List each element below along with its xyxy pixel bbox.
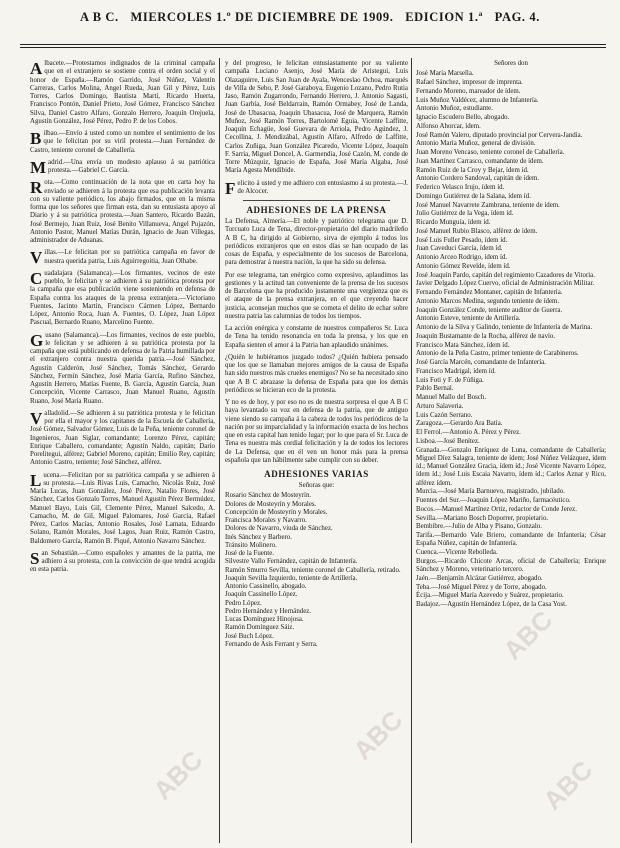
header-rule bbox=[20, 44, 606, 45]
list-item: Antonio Arceo Rodrigo, ídem íd. bbox=[416, 254, 508, 261]
list-item: Fernando de Asís Ferrant y Serra. bbox=[225, 640, 318, 648]
separator bbox=[243, 200, 389, 201]
watermark: ABC bbox=[497, 604, 559, 666]
press-paragraph: La Defensa, Almería.—El noble y patriótico telegrama que D. Torcuato Luca de Tena, director-propietario del diario madrileño A B C, ha dirigido al Gobierno, sirva de ejemplo á todos los periódicos extranjeros que en estos días se han ocupado de las cosas de España, y especialmente de los sucesos de Barcelona, para demostrar á nuestra nación, la que ha sido su defensa. bbox=[225, 218, 408, 267]
list-item: José Joaquín Pardo, capitán del regimiento Cazadores de Vitoria. bbox=[416, 271, 595, 279]
watermark: ABC bbox=[347, 704, 409, 766]
list-item: Javier Delgado López Cuervo, oficial de Administración Militar. bbox=[416, 280, 595, 288]
list-item: Rafael Sánchez, impresor de imprenta. bbox=[416, 79, 523, 86]
list-item: Antonio Marcos Medina, segundo teniente de ídem. bbox=[416, 297, 560, 305]
list-item: Manuel Mallo del Bosch. bbox=[416, 394, 487, 401]
list-item: José María Marsella. bbox=[416, 70, 474, 78]
list-item: José Manuel Navarrete Zambrana, teniente de ídem. bbox=[416, 201, 560, 209]
list-item: Inés Sánchez y Barbero. bbox=[225, 533, 292, 541]
list-item: Juan Moreno Vencaso, teniente coronel de Caballería. bbox=[416, 149, 565, 156]
list-item: José Ramón Valero, diputado provincial por Cervera-Jandía. bbox=[416, 131, 583, 139]
list-item: Joaquín González Conde, teniente auditor de Guerra. bbox=[416, 306, 563, 314]
list-item: El Ferrol.—Antonio A. Pérez y Pérez. bbox=[416, 429, 521, 436]
list-item: Ramón Smurro Sevilla, teniente coronel de Caballería, retirado. bbox=[225, 566, 401, 574]
list-item: Antonio Cassinello, abogado. bbox=[225, 583, 307, 590]
list-item: Pedro Hernández y Hernández. bbox=[225, 607, 312, 615]
list-item: Badajoz.—Agustín Hernández López, de la Casa Yost. bbox=[416, 601, 567, 608]
list-item: José García Marcén, comandante de Infantería. bbox=[416, 359, 546, 366]
list-item: Bembibre.—Julio de Alba y Pisano, Gonzalo. bbox=[416, 523, 542, 531]
drop-cap: V bbox=[30, 248, 43, 268]
section-prensa bbox=[225, 218, 408, 465]
section-title-varias: ADHESIONES VARIAS bbox=[264, 469, 369, 479]
list-item: Dolores de Navarro, viuda de Sánchez. bbox=[225, 525, 333, 533]
list-item: Juan Caveduci García, ídem íd. bbox=[416, 245, 503, 253]
list-item: Burgos.—Ricardo Chicote Arcas, oficial de Caballería; Enrique Sánchez y Moreno, veterinario tercero. bbox=[416, 557, 606, 573]
list-item: Zaragoza.—Gerardo Ara Batía. bbox=[416, 420, 503, 428]
dispatch-paragraph: Cuadalajara (Salamanca).—Los firmantes, vecinos de este pueblo, le felicitan y se adhieren á su patriótica protesta por la campaña que esa publicación viene sosteniendo en defensa de España contra los ataques de la prensa extranjera.—Victoriano Fuentes, Jacinto Martín, Francisco Cármen López, Bernardo López, Antonio Roca, Juan A. Fuentes, O. López, Juan López Pascual, Bernardo Ruano, Marcelino Fuente. bbox=[30, 268, 215, 327]
list-item: Cuenca.—Vicente Rebolleda. bbox=[416, 549, 498, 556]
dispatch-paragraph: Rota.—Como continuación de la nota que en carta hoy ha enviado se adhieren á la protesta que esa publicación levanta con su valiente periódico, los abajo firmados, que en la misma forma que los señores que firman esta, dan su entusiasta apoyo al Diario y á su patriótica protesta.—Juan Santero, Ricardo Bazán, José Bermejo, Juan Ruiz, José Benito Villanueva, Angel Pujazón, Antonio Pastor, Manuel Matías Durán, Ignacio de Juan Villegas, administrador de Aduanas. bbox=[30, 178, 215, 244]
list-item: Domingo Gutiérrez de la Salana, ídem íd. bbox=[416, 192, 531, 200]
drop-cap: R bbox=[30, 178, 43, 198]
list-item: Francisca Morales y Navarro. bbox=[225, 517, 307, 524]
dispatch-paragraph: Bilbao.—Envío á usted como un nombre el sentimiento de los que le felicitan por su viril protesta.—Juan Fernández de Castro, teniente coronel de Caballería. bbox=[30, 129, 215, 154]
list-item: Francisco Madrigal, ídem íd. bbox=[416, 367, 496, 375]
list-item: Antonio de la Peña Castro, primer teniente de Carabineros. bbox=[416, 350, 579, 358]
list-item: Antonio de la Silva y Galindo, teniente de Infantería de Marina. bbox=[416, 324, 593, 331]
list-item: Joaquín Cassinello López. bbox=[225, 591, 298, 599]
list-item: Teba.—José Miguel Pérez y de Torre, abogado. bbox=[416, 583, 547, 591]
list-item: Fernando Fernández Montaner, capitán de Infantería. bbox=[416, 289, 563, 296]
column-3 bbox=[416, 60, 606, 842]
dispatch-paragraph: Villas.—Le felicitan por su patriótica campaña en favor de nuestra querida patria, Luis Aguirregoitia, Juan Olhabe. bbox=[30, 248, 215, 268]
list-item: Granada.—Gonzalo Enríquez de Luna, comandante de Caballería; Miguel Díez Salagra, teniente de ídem; José Núñez Velázquez, ídem íd.; Manuel González Gracia, ídem íd.; José Vicente Navarro López, ídem íd.; José Luis Escaia Navarro, ídem íd.; Carlos Aznar y Rico, alférez ídem. bbox=[416, 446, 606, 487]
list-item: Federico Velasco Irujo, ídem íd. bbox=[416, 184, 505, 191]
dispatch-paragraph: Valladolid.—Se adhieren á su patriótica protesta y le felicitan por ella el mayor y los capitanes de la Escuela de Caballería, José Gómez, Salvador Gómez, Luis de la Peña, teniente coronel de Ingenieros, Juan Siglar, comandante; Lorenzo Pérez, capitán; Enrique Caballero, comandante; Agustín Naldo, capitán; Darío Porelitegui, alférez; Gabriel Moreno, capitán; Emilio Rey, capitán; Antonio Castro, teniente; José Sánchez, alférez. bbox=[30, 408, 215, 467]
column-1 bbox=[30, 60, 215, 842]
list-item: Sevilla.—Mariano Bosch Doporrer, propietario. bbox=[416, 514, 549, 522]
list-item: Luis Foti y F. de Fúñiga. bbox=[416, 376, 484, 384]
list-item: Antonio Gómez Revelde, ídem íd. bbox=[416, 262, 511, 270]
col3-subtitle: Señores don bbox=[494, 60, 528, 67]
list-item: Fuentes del Sur.—Joaquín López Mariño, farmacéutico. bbox=[416, 497, 571, 504]
list-item: Fernando Moreno, mareador de ídem. bbox=[416, 87, 521, 95]
page-header bbox=[0, 0, 620, 34]
column-divider-2 bbox=[411, 58, 412, 843]
list-item: Rosario Sánchez de Mosteyrín. bbox=[225, 492, 312, 500]
drop-cap: L bbox=[30, 470, 42, 490]
list-item: Tarifa.—Bernardo Vale Briero, comandante de Infantería; César España Núñez, capitán de Infantería. bbox=[416, 532, 606, 548]
press-paragraph: Y no es de hoy, y por eso no es de nuestra sorpresa el que A B C haya levantado su voz en defensa de la patria, que de antiguo viene siendo su campaña á la cabeza de todos los periódicos de la nación por su imparcialidad y la información exacta de los hechos que en esta capital han tenido lugar; por lo que para el Sr. Luca de Tena es nuestra más cordial felicitación y la de todos los lectores de La Defensa, que en él ven un honor más para la prensa española que tan hábilmente sabe cumplir con su deber. bbox=[225, 399, 408, 464]
press-paragraph: La acción enérgica y constante de nuestros compañeros Sr. Luca de Tena ha tenido resonancia en toda la prensa, y los que en España sienten el amor á la Patria han aplaudido unánimes. bbox=[225, 325, 408, 349]
section-title-prensa: ADHESIONES DE LA PRENSA bbox=[246, 205, 387, 215]
list-item: Dolores de Mosteyrín y Morales. bbox=[225, 500, 317, 508]
drop-cap: C bbox=[30, 268, 43, 288]
list-item: Pablo Bernal. bbox=[416, 385, 454, 393]
col2-paragraph-2: Felicito á usted y me adhiero con entusiasmo á su protesta.—J. de Alcocer. bbox=[225, 178, 408, 198]
header-date: MIERCOLES 1.º DE DICIEMBRE DE 1909. bbox=[130, 10, 394, 24]
section-subtitle: Señoras que: bbox=[298, 482, 335, 489]
drop-cap: A bbox=[30, 60, 43, 78]
header-paper: A B C. bbox=[80, 10, 119, 24]
header-edition: EDICION 1.ª bbox=[405, 10, 483, 24]
list-item: Lisboa.—José Benítez. bbox=[416, 437, 480, 445]
list-item: Antonio María Muñoz, general de división. bbox=[416, 140, 536, 148]
list-item: Pedro López. bbox=[225, 599, 262, 607]
dispatch-paragraph: Albacete.—Protestamos indignados de la criminal campaña que en el extranjero se sostiene contra el orden social y el honor de España.—Ramón Garrido, José Núñez, Valentín Carreras, Carlos Molina, Angel Rueda, Juan Gil y Pérez, Luis Torres, Carlos Domingo, Bautista Martí, Ricardo Huerta, Francisco Pontón, Daniel Prieto, José Gómez, Francisco Sánchez Silva, Daniel Castro Alfaro, Gonzalo Herrero, Joaquín Orejuela, Agustín González, José Pérez, Pedro P. de los Cobos. bbox=[30, 60, 215, 125]
list-item: Joaquín Sevilla Izquierdo, teniente de Artillería. bbox=[225, 574, 358, 582]
list-item: Ricardo Munguía, ídem íd. bbox=[416, 219, 491, 226]
list-item: Antonio Cordero Sandoval, capitán de ídem. bbox=[416, 175, 540, 183]
list-item: Joaquín Bustamante de la Rocha, alférez de navío. bbox=[416, 332, 556, 340]
list-item: Jaén.—Benjamín Alcázar Gutiérrez, abogado. bbox=[416, 574, 543, 582]
list-item: Juan Martínez Carrasco, comandante de ídem. bbox=[416, 157, 544, 165]
list-item: Ignacio Escudero Bello, abogado. bbox=[416, 114, 510, 121]
list-item: Francisco Mata Sánchez, ídem íd. bbox=[416, 341, 510, 349]
list-item: Concepción de Mosteyrín y Morales. bbox=[225, 508, 328, 516]
drop-cap: V bbox=[30, 408, 43, 428]
drop-cap: S bbox=[30, 548, 40, 568]
list-item: José Manuel Rubio Blasco, alférez de ídem. bbox=[416, 227, 538, 235]
dispatch-paragraph: Madrid.—Una envía un modesto aplauso á su patriótica protesta.—Gabriel C. García. bbox=[30, 157, 215, 177]
drop-cap: G bbox=[30, 330, 44, 350]
column-divider-1 bbox=[219, 58, 220, 843]
list-item: Murcia.—José María Barnuevo, magistrado, jubilado. bbox=[416, 488, 565, 496]
dispatch-paragraph: Lucena.—Felicitan por su patriótica campaña y se adhieren á su protesta.—Luis Rivas Luis, Camacho, Nicolás Ruiz, José María Lucas, Juan González, José Pérez, Natalio Flores, José Sánchez, Carlos Gonzalo Torres, Manuel Agustín Pérez Bermúdez, Manuel Bayo, Luis Gil, Clemente Pérez, Manuel Salcedo, A. Camacho, M. de Gil, Miguel Palomares, José García, Rafael Pérez, Carlos Macías, Antonio Rosales, José Lamata, Eduardo Solano, Ramón Morales, José Lagos, Juan Ruiz, Ramón Castro, Baldomero García, Ramón B. Piqué, Antonio Navarro Sánchez. bbox=[30, 470, 215, 545]
list-item: Luis Cazón Serrano. bbox=[416, 411, 473, 419]
list-item: José Luis Fuller Pesado, ídem íd. bbox=[416, 236, 508, 244]
list-item: Antonio Esteve, teniente de Artillería. bbox=[416, 315, 521, 323]
drop-cap: M bbox=[30, 157, 47, 177]
list-item: Ramón Ruiz de la Croy y Bejar, ídem íd. bbox=[416, 166, 529, 174]
list-item: Alfonso Ahorcar, ídem. bbox=[416, 122, 481, 130]
dispatch-paragraph: Gusano (Salamanca).—Los firmantes, vecinos de este pueblo, le felicitan y se adhieren á su patriótica protesta por la campaña que está publicando en defensa de la Patria humillada por el extranjero contra nuestra querida patria.—José Sánchez, Agustín Calderón, José Sánchez, Tomás Sánchez, Gerardo Sánchez, Fermín Sánchez, José María García, Rufino Sánchez, Agustín Herrero, Matías Fuente, B. García, Agustín García, Juan Concepción, Vicente Carrasco, Juan Manuel Ruano, Agustín Ruano, José María Ruano. bbox=[30, 330, 215, 405]
drop-cap: F bbox=[225, 178, 236, 198]
col3-list bbox=[416, 70, 606, 609]
header-rule-2 bbox=[20, 47, 606, 48]
watermark: ABC bbox=[537, 754, 599, 816]
list-item: Lucas Domínguez Hinojosa. bbox=[225, 616, 304, 623]
drop-cap: B bbox=[30, 129, 42, 148]
header-page: PAG. 4. bbox=[494, 10, 540, 24]
list-item: Arturo Salaveria. bbox=[416, 402, 464, 410]
dispatch-paragraph: San Sebastián.—Como españoles y amantes de la patria, me adhiero á su protesta, con la convicción de que tendrá acogida en esta patria. bbox=[30, 548, 215, 574]
list-item: Tránsito Molinero. bbox=[225, 541, 277, 549]
watermark: ABC bbox=[147, 744, 209, 806]
list-item: Luis Muñoz Valdécez, alumno de Infantería. bbox=[416, 96, 539, 104]
section-varias bbox=[225, 492, 408, 649]
list-item: Julio Gutiérrez de la Vega, ídem íd. bbox=[416, 210, 514, 218]
list-item: Ramón Domínguez Sáiz. bbox=[225, 624, 295, 632]
col2-intro: y del progreso, le felicitan entusiastamente por su valiente campaña Luciano Asenjo, José María de Aristegui, Luis Olazaguirre, Luis San Juan de Ayala, Wenceslao Ochoa, marqués de Villa de Sebo, P. José Garaboya, Eugenio Lozano, Pedro Rutia Jaso, Ramón Zugarrondo, Fernando Herrero, J. Antonio Sagasti, Juan Garbía, José Beldarrain, Ramón Ormabey, José de Landa, José de Ubasacua, Joaquín Ubasacua, José de Marquera, Ramón Muñoz, José Ramón Torres, Bartolomé Eguia, Vicente Laffitte, Joaquín Echagüe, José Guevara de Arriola, Pedro Agúndez, J. Cecollina, J. Mendizábal, Agustín Alfaro, Alfredo de Laffitte, Carlos Zuñiga, Juan González Picaredo, Vicente López, Joaquín F. Sarria, Miguel Doncel, A. Garmendia, José Cazón, M. conde de Torre Múzquiz, Ignacio de España, José María Algaba, José María Agesta Mendibide. bbox=[225, 60, 408, 175]
list-item: José de la Fuente. bbox=[225, 550, 274, 557]
list-item: Écija.—Miguel María Azevedo y Suárez, propietario. bbox=[416, 592, 564, 600]
list-item: Silvestre Vallo Fernández, capitán de Infantería. bbox=[225, 558, 358, 566]
list-item: Bocos.—Manuel Martínez Ortiz, redactor de Conde Jerez. bbox=[416, 505, 577, 513]
list-item: José Buch López. bbox=[225, 632, 274, 640]
press-paragraph: Por ese telegrama, tan enérgico como expresivo, aplaudimos las gestiones y la actitud tan conveniente de la prensa de los sucesos de Barcelona que ha producido justamente una vergüenza que es el ataque de la prensa extranjera, en el que creyendo hacer justicia, aconsejan muchos que se cometa el delito de echar sobre nuestra patria las calumnias de todos los tiempos. bbox=[225, 271, 408, 320]
list-item: Antonio Muñoz, estudiante. bbox=[416, 105, 493, 113]
press-paragraph: ¿Quién le hubiéramos juzgado todos? ¿Quién hubiera pensado que los que se llamaban mejores amigos de la causa de España han sido nuestros más crueles enemigos? No se ha necesitado sino que A B C abrazase la defensa de España para que los demás periódicos se hicieran eco de la protesta. bbox=[225, 353, 408, 394]
